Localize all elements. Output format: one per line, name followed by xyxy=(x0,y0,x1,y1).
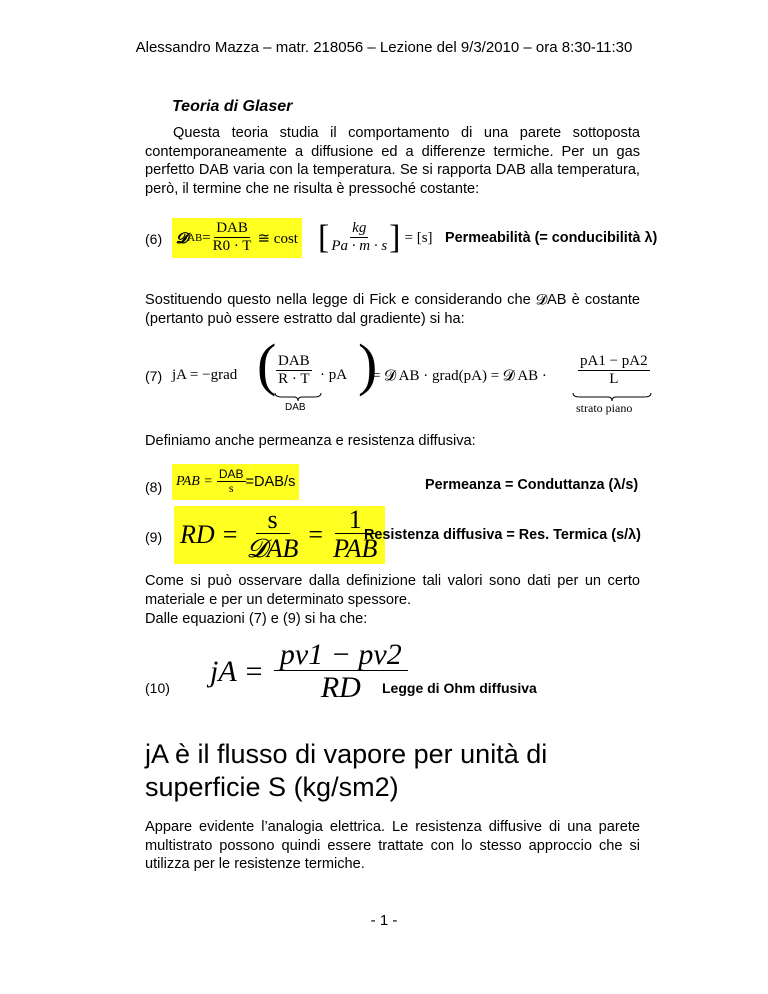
eq6-lhs-sub: AB xyxy=(187,232,203,244)
eq6-unit: [ $\frac{kg}{Pa \cdot m \cdot s}$ ] = [s] xyxy=(318,219,433,256)
eq10-label: Legge di Ohm diffusiva xyxy=(382,680,537,696)
eq7-formula: jA = −grad ( DAB R · T · pA ) = 𝓓 AB · grad(pA) = 𝓓 AB · $\frac{pA1 - pA2}{L}$ DAB strato piano xyxy=(172,340,652,412)
eq8-number: (8) xyxy=(145,479,163,495)
eq7-num2: pA1 − pA2 xyxy=(580,353,648,369)
paragraph-3: Definiamo anche permeanza e resistenza diffusiva: xyxy=(145,433,476,449)
eq9-den2: PAB xyxy=(333,534,378,564)
eq6-unit-rhs: = [s] xyxy=(404,229,433,246)
eq8-fraction xyxy=(217,468,246,495)
eq6-lhs: 𝓓 xyxy=(176,229,188,247)
eq8-den: s xyxy=(228,480,234,495)
eq6-num: DAB xyxy=(216,220,248,236)
eq6-label: Permeabilità (= conducibilità λ) xyxy=(445,230,658,246)
eq7-num: DAB xyxy=(278,353,310,369)
eq7-underbrace2-label: strato piano xyxy=(576,401,633,415)
eq9-number: (9) xyxy=(145,529,163,545)
eq8-num: DAB xyxy=(218,467,244,482)
eq10-den: RD xyxy=(320,671,361,704)
eq6-formula: 𝓓 AB = $\frac{\text{DAB}}{R0 \cdot T}$ ≅ cost xyxy=(172,218,302,258)
eq9-num2: 1 xyxy=(335,506,376,534)
eq8-lhs: PAB = xyxy=(176,474,213,489)
eq7-number: (7) xyxy=(145,368,163,384)
eq10-number: (10) xyxy=(145,680,170,696)
paragraph-5: Dalle equazioni (7) e (9) si ha che: xyxy=(145,611,368,627)
eq7-middle: = 𝓓 AB · grad(pA) = 𝓓 AB · xyxy=(372,368,547,384)
eq9-num: s xyxy=(256,506,290,534)
eq10-lhs: jA = xyxy=(210,655,264,688)
eq6-den: R0 · T xyxy=(212,237,252,254)
eq7-fraction2 xyxy=(578,354,650,388)
eq6-approx: ≅ cost xyxy=(257,230,298,247)
big-statement: jA è il flusso di vapore per unità di superficie S (kg/sm2) xyxy=(145,739,548,802)
eq7-underbrace1 xyxy=(274,392,322,402)
eq9-label: Resistenza diffusiva = Res. Termica (s/λ) xyxy=(364,527,641,543)
eq8-formula xyxy=(172,464,299,500)
eq9-den: 𝓓AB xyxy=(246,534,299,564)
eq7-fraction1 xyxy=(276,354,312,388)
eq6-number: (6) xyxy=(145,231,163,247)
eq6-unit-den: Pa · m · s xyxy=(331,237,388,254)
eq7-underbrace1-label: DAB xyxy=(285,402,306,413)
paragraph-6: Appare evidente l’analogia elettrica. Le resistenza diffusive di una parete multistrato possono quindi essere trattate con lo stesso approccio che si utilizza per le resistenze termiche. xyxy=(145,819,640,873)
page-number: - 1 - xyxy=(370,912,398,929)
intro-paragraph: Questa teoria studia il comportamento di una parete sottoposta contemporaneamente a diffusione ed a differenze termiche. Per un gas perfetto DAB varia con la temperatura. Se si rapporta DAB alla temperatura, però, il termine che ne risulta è pressoché costante: xyxy=(145,125,640,197)
eq7-times: · pA xyxy=(320,367,348,383)
section-title: Teoria di Glaser xyxy=(172,98,293,115)
eq8-label: Permeanza = Conduttanza (λ/s) xyxy=(425,477,639,493)
eq10-num: pv1 − pv2 xyxy=(274,639,408,672)
paragraph-4: Come si può osservare dalla definizione tali valori sono dati per un certo materiale e per un determinato spessore. xyxy=(145,573,640,608)
page-header: Alessandro Mazza – matr. 218056 – Lezione del 9/3/2010 – ora 8:30-11:30 xyxy=(135,39,633,56)
eq9-fraction1 xyxy=(245,506,301,564)
paragraph-2: Sostituendo questo nella legge di Fick e considerando che 𝓓AB è costante (pertanto può essere estratto dal gradiente) si ha: xyxy=(145,292,640,327)
eq7-den2: L xyxy=(609,370,619,387)
eq7-den: R · T xyxy=(278,370,310,387)
eq9-lhs: RD = xyxy=(180,520,239,549)
eq6-unit-num: kg xyxy=(352,220,367,236)
eq9-formula: RD = $\frac{s}{\text{𝓓AB}}$ = $\frac{1}{\text{PAB}}$ xyxy=(174,506,385,564)
eq6-fraction xyxy=(211,221,254,255)
eq10-formula xyxy=(210,636,408,708)
eq8-rhs: =DAB/s xyxy=(245,474,296,490)
eq7-lhs: jA = −grad xyxy=(172,367,238,383)
